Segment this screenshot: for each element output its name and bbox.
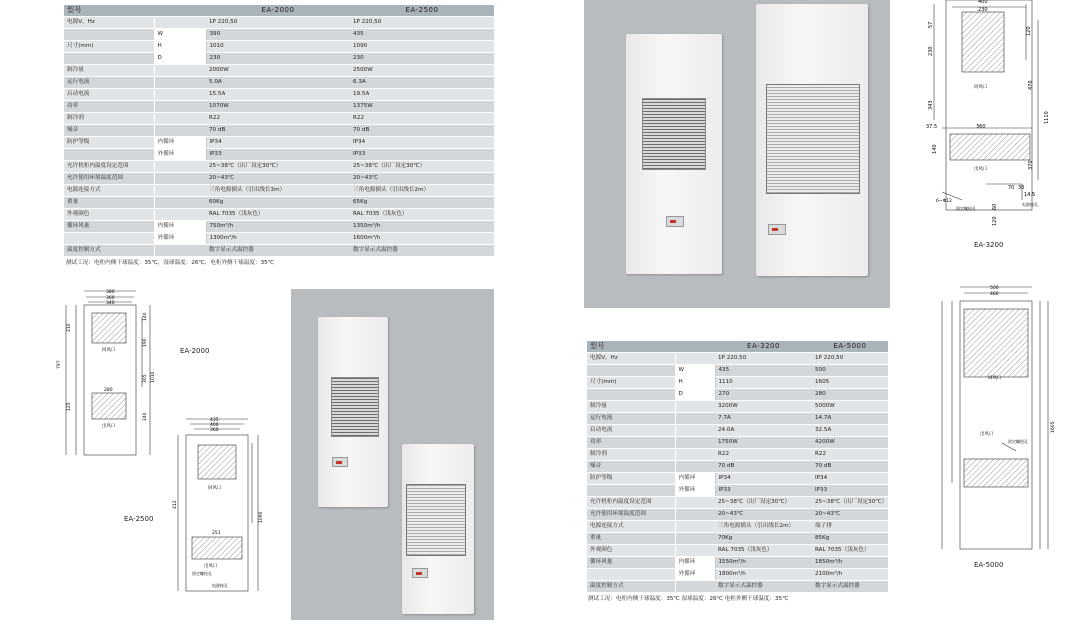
row-label: 温度控制方式 bbox=[587, 581, 675, 593]
value-cell: 70 dB bbox=[715, 461, 812, 473]
value-cell: 3200W bbox=[715, 401, 812, 413]
test-conditions-note: 测试工况：电柜内侧干球温度：35℃，湿球温度：26℃，电柜外侧干球温度：35℃ bbox=[66, 260, 275, 266]
row-label bbox=[64, 233, 154, 245]
value-cell: 24.0A bbox=[715, 425, 812, 437]
value-cell: 2000W bbox=[206, 65, 350, 77]
value-cell: 20~43℃ bbox=[350, 173, 494, 185]
value-cell: 20~43℃ bbox=[206, 173, 350, 185]
row-sublabel: W bbox=[675, 365, 715, 377]
row-sublabel bbox=[154, 209, 206, 221]
row-label: 电源连接方式 bbox=[587, 521, 675, 533]
table-row bbox=[64, 245, 494, 257]
row-sublabel: 内循环 bbox=[154, 137, 206, 149]
dim-label: 305 bbox=[143, 374, 148, 383]
table-row bbox=[64, 17, 494, 29]
table-row bbox=[587, 401, 888, 413]
row-sublabel: 外循环 bbox=[154, 233, 206, 245]
dimension-drawing-ea2500 bbox=[170, 413, 265, 603]
dim-label: 412 bbox=[173, 500, 178, 509]
row-label: 电源V，Hz bbox=[64, 17, 154, 29]
mount-hole-label: 固定螺栓孔 bbox=[1008, 439, 1028, 444]
table-row bbox=[587, 389, 888, 401]
row-label: 噪音 bbox=[64, 125, 154, 137]
dimension-drawing-ea5000 bbox=[932, 283, 1057, 553]
value-cell: 750m³/h bbox=[206, 221, 350, 233]
table-row bbox=[587, 353, 888, 365]
return-air-inlet-hatch bbox=[964, 309, 1028, 377]
dim-label: 460 bbox=[990, 292, 999, 297]
dim-label: 125 bbox=[67, 402, 72, 411]
spec-table-ea3200-ea5000 bbox=[587, 341, 888, 593]
table-row bbox=[64, 41, 494, 53]
drawing-label-ea3200: EA-3200 bbox=[974, 241, 1004, 249]
row-sublabel bbox=[154, 245, 206, 257]
value-cell: RAL 7035（浅灰色） bbox=[812, 545, 888, 557]
row-sublabel bbox=[154, 101, 206, 113]
cabinet-ac-unit bbox=[402, 444, 474, 614]
value-cell: 270 bbox=[715, 389, 812, 401]
table-row bbox=[64, 233, 494, 245]
table-row bbox=[64, 53, 494, 65]
header-cell: EA-2500 bbox=[350, 5, 494, 17]
table-row bbox=[587, 413, 888, 425]
row-label: 防护等级 bbox=[587, 473, 675, 485]
temperature-controller bbox=[666, 216, 684, 227]
return-air-inlet-hatch bbox=[962, 12, 1004, 72]
value-cell: 1350m³/h bbox=[350, 221, 494, 233]
row-sublabel bbox=[154, 65, 206, 77]
value-cell: 435 bbox=[715, 365, 812, 377]
value-cell: 25~38℃（出厂设定30℃） bbox=[715, 497, 812, 509]
value-cell: 5.0A bbox=[206, 77, 350, 89]
value-cell: IP34 bbox=[715, 473, 812, 485]
dim-label: 1090 bbox=[259, 511, 264, 523]
dim-label: 380 bbox=[106, 290, 115, 295]
dim-label: 14.5 bbox=[1024, 192, 1036, 198]
value-cell: 1605 bbox=[812, 377, 888, 389]
row-label: 制冷剂 bbox=[64, 113, 154, 125]
value-cell: 280 bbox=[812, 389, 888, 401]
dimension-drawing-ea3200 bbox=[922, 0, 1062, 232]
row-sublabel bbox=[154, 197, 206, 209]
dim-label: 1605 bbox=[1051, 421, 1056, 433]
value-cell: 500 bbox=[812, 365, 888, 377]
row-sublabel: W bbox=[154, 29, 206, 41]
value-cell: 70 dB bbox=[206, 125, 350, 137]
value-cell: 1600m³/h bbox=[350, 233, 494, 245]
outlet-label: 出风口 bbox=[974, 167, 988, 172]
value-cell: 1750W bbox=[715, 437, 812, 449]
value-cell: RAL 7035（浅灰色） bbox=[715, 545, 812, 557]
table-row bbox=[587, 545, 888, 557]
dim-label: 70 bbox=[1008, 185, 1015, 191]
row-label: 外观颜色 bbox=[587, 545, 675, 557]
value-cell: 14.7A bbox=[812, 413, 888, 425]
value-cell: 1090 bbox=[350, 41, 494, 53]
value-cell: 25~38℃（出厂设定30℃） bbox=[350, 161, 494, 173]
row-sublabel: H bbox=[675, 377, 715, 389]
row-label bbox=[64, 149, 154, 161]
dim-label: 30 bbox=[1018, 185, 1025, 191]
row-label: 允许机柜内温度设定范围 bbox=[64, 161, 154, 173]
table-row bbox=[64, 101, 494, 113]
value-cell: 三角电源插头（引出线长2m） bbox=[350, 185, 494, 197]
table-row bbox=[587, 449, 888, 461]
return-air-inlet-hatch bbox=[92, 313, 126, 343]
table-row bbox=[587, 461, 888, 473]
dim-label: 190 bbox=[143, 338, 148, 347]
table-row bbox=[587, 581, 888, 593]
inlet-label: 回风口 bbox=[102, 348, 116, 353]
value-cell: 230 bbox=[350, 53, 494, 65]
row-sublabel bbox=[675, 353, 715, 365]
power-hole-label: 电源接孔 bbox=[1022, 202, 1038, 207]
row-label: 启动电流 bbox=[587, 425, 675, 437]
row-label: 外观颜色 bbox=[64, 209, 154, 221]
cabinet-ac-unit bbox=[756, 4, 868, 276]
value-cell: 1P 220,50 bbox=[350, 17, 494, 29]
value-cell: RAL 7035（浅灰色） bbox=[350, 209, 494, 221]
outlet-label: 出风口 bbox=[204, 564, 218, 569]
dim-label: 470 bbox=[1028, 80, 1034, 90]
row-sublabel bbox=[675, 425, 715, 437]
row-label bbox=[587, 485, 675, 497]
value-cell: 数字显示式温控器 bbox=[206, 245, 350, 257]
row-sublabel: 内循环 bbox=[154, 221, 206, 233]
row-sublabel bbox=[675, 545, 715, 557]
header-cell: EA-5000 bbox=[812, 341, 888, 353]
value-cell: 2500W bbox=[350, 65, 494, 77]
table-header-row bbox=[64, 5, 494, 17]
row-label: 启动电流 bbox=[64, 89, 154, 101]
table-row bbox=[64, 29, 494, 41]
value-cell: IP34 bbox=[206, 137, 350, 149]
row-label bbox=[587, 389, 675, 401]
row-label: 允许使用环境温度范围 bbox=[587, 509, 675, 521]
dim-label: 435 bbox=[210, 418, 219, 423]
value-cell: 1070W bbox=[206, 101, 350, 113]
table-row bbox=[587, 473, 888, 485]
value-cell: 70Kg bbox=[715, 533, 812, 545]
value-cell: 230 bbox=[206, 53, 350, 65]
value-cell: 1300m³/h bbox=[206, 233, 350, 245]
value-cell: 1P 220,50 bbox=[812, 353, 888, 365]
value-cell: 7.7A bbox=[715, 413, 812, 425]
value-cell: R22 bbox=[715, 449, 812, 461]
air-outlet-hatch bbox=[964, 459, 1028, 487]
dim-label: 343 bbox=[928, 100, 934, 110]
row-label: 运行电流 bbox=[587, 413, 675, 425]
row-sublabel: 外循环 bbox=[675, 569, 715, 581]
value-cell: 4200W bbox=[812, 437, 888, 449]
temperature-controller bbox=[332, 457, 348, 467]
value-cell: IP33 bbox=[206, 149, 350, 161]
dim-label: 6~Φ12 bbox=[936, 199, 952, 204]
value-cell: 19.5A bbox=[350, 89, 494, 101]
value-cell: 三角电源插头（引出线长3m） bbox=[206, 185, 350, 197]
value-cell: 6.3A bbox=[350, 77, 494, 89]
table-row bbox=[64, 161, 494, 173]
row-sublabel bbox=[154, 125, 206, 137]
drawing-label-ea5000: EA-5000 bbox=[974, 561, 1004, 569]
row-sublabel bbox=[675, 581, 715, 593]
dim-label: 251 bbox=[212, 531, 221, 536]
row-sublabel bbox=[675, 413, 715, 425]
table-row bbox=[587, 425, 888, 437]
row-sublabel: 外循环 bbox=[154, 149, 206, 161]
table-row bbox=[64, 149, 494, 161]
value-cell: 32.5A bbox=[812, 425, 888, 437]
table-row bbox=[64, 125, 494, 137]
table-row bbox=[587, 485, 888, 497]
row-sublabel: H bbox=[154, 41, 206, 53]
table-row bbox=[64, 137, 494, 149]
row-label: 制冷量 bbox=[587, 401, 675, 413]
table-row bbox=[64, 89, 494, 101]
dim-label: 37.5 bbox=[926, 124, 938, 130]
table-row bbox=[587, 521, 888, 533]
value-cell: 1P 220,50 bbox=[206, 17, 350, 29]
row-label: 循环风量 bbox=[64, 221, 154, 233]
dimension-drawing-ea2000 bbox=[50, 287, 160, 462]
value-cell: 70 dB bbox=[812, 461, 888, 473]
mount-hole-label: 固定螺栓孔 bbox=[956, 206, 976, 211]
dim-label: 210 bbox=[67, 323, 72, 332]
value-cell: 1550m³/h bbox=[715, 557, 812, 569]
dim-label: 370 bbox=[1028, 160, 1034, 170]
vent-grille bbox=[766, 84, 860, 194]
row-sublabel bbox=[154, 161, 206, 173]
dim-label: 120 bbox=[1026, 26, 1032, 36]
row-sublabel bbox=[154, 77, 206, 89]
row-sublabel bbox=[154, 17, 206, 29]
table-row bbox=[64, 185, 494, 197]
table-row bbox=[587, 509, 888, 521]
dim-label: 140 bbox=[143, 312, 148, 321]
spec-table-ea2000-ea2500 bbox=[64, 5, 494, 257]
row-sublabel bbox=[675, 461, 715, 473]
row-label: 允许机柜内温度设定范围 bbox=[587, 497, 675, 509]
row-label: 防护等级 bbox=[64, 137, 154, 149]
dim-label: 230 bbox=[928, 46, 934, 56]
value-cell: 1010 bbox=[206, 41, 350, 53]
row-sublabel: D bbox=[154, 53, 206, 65]
table-row bbox=[64, 197, 494, 209]
dim-label: 360 bbox=[976, 124, 986, 130]
row-label: 允许使用环境温度范围 bbox=[64, 173, 154, 185]
row-label bbox=[64, 29, 154, 41]
temperature-controller bbox=[412, 568, 428, 578]
row-label: 功率 bbox=[587, 437, 675, 449]
table-row bbox=[64, 77, 494, 89]
header-cell: EA-3200 bbox=[715, 341, 812, 353]
temperature-controller bbox=[768, 224, 786, 235]
power-hole-label: 电源接孔 bbox=[212, 583, 228, 588]
row-label: 制冷量 bbox=[64, 65, 154, 77]
table-row bbox=[587, 557, 888, 569]
row-sublabel bbox=[154, 185, 206, 197]
row-sublabel bbox=[675, 533, 715, 545]
vent-grille bbox=[406, 484, 466, 556]
value-cell: 1800m³/h bbox=[715, 569, 812, 581]
air-outlet-hatch bbox=[950, 134, 1030, 160]
dim-label: 797 bbox=[57, 360, 62, 369]
cabinet-ac-unit bbox=[318, 317, 388, 507]
row-sublabel: 内循环 bbox=[675, 557, 715, 569]
row-label: 运行电流 bbox=[64, 77, 154, 89]
value-cell: 20~43℃ bbox=[715, 509, 812, 521]
value-cell: 数字显示式温控器 bbox=[350, 245, 494, 257]
dim-label: 240 bbox=[143, 412, 148, 421]
dim-label: 60 bbox=[992, 203, 998, 210]
value-cell: 15.5A bbox=[206, 89, 350, 101]
value-cell: 1P 220,50 bbox=[715, 353, 812, 365]
dim-label: 280 bbox=[104, 388, 113, 393]
value-cell: IP33 bbox=[715, 485, 812, 497]
row-sublabel: 外循环 bbox=[675, 485, 715, 497]
value-cell: 65Kg bbox=[350, 197, 494, 209]
product-photo-ea3200-ea5000 bbox=[584, 0, 890, 308]
value-cell: 70 dB bbox=[350, 125, 494, 137]
vent-grille bbox=[331, 377, 379, 437]
dim-label: 140 bbox=[932, 144, 938, 154]
table-row bbox=[64, 113, 494, 125]
table-row bbox=[587, 365, 888, 377]
value-cell: 25~38℃（出厂设定30℃） bbox=[206, 161, 350, 173]
row-sublabel bbox=[675, 449, 715, 461]
air-outlet-hatch bbox=[192, 537, 242, 559]
product-photo-ea2000-ea2500 bbox=[291, 289, 494, 620]
mount-hole-label: 固定螺栓孔 bbox=[192, 571, 212, 576]
header-cell: 型号 bbox=[64, 5, 206, 17]
row-label: 温度控制方式 bbox=[64, 245, 154, 257]
test-conditions-note: 测试工况：电柜内侧干球温度：35℃ 湿球温度：26℃ 电柜外侧干球温度：35℃ bbox=[588, 596, 789, 602]
value-cell: IP33 bbox=[812, 485, 888, 497]
row-sublabel bbox=[154, 113, 206, 125]
dim-label: 360 bbox=[210, 428, 219, 433]
row-label: 重量 bbox=[587, 533, 675, 545]
drawing-label-ea2000: EA-2000 bbox=[180, 347, 210, 355]
row-sublabel: 内循环 bbox=[675, 473, 715, 485]
row-label: 电源连接方式 bbox=[64, 185, 154, 197]
row-sublabel bbox=[675, 521, 715, 533]
value-cell: 60Kg bbox=[206, 197, 350, 209]
row-sublabel: D bbox=[675, 389, 715, 401]
row-label bbox=[587, 365, 675, 377]
row-label: 尺寸(mm) bbox=[64, 41, 154, 53]
table-header-row bbox=[587, 341, 888, 353]
table-row bbox=[64, 221, 494, 233]
row-label: 尺寸(mm) bbox=[587, 377, 675, 389]
table-row bbox=[587, 533, 888, 545]
table-row bbox=[587, 569, 888, 581]
row-sublabel bbox=[675, 509, 715, 521]
value-cell: 85Kg bbox=[812, 533, 888, 545]
value-cell: 数字显示式温控器 bbox=[715, 581, 812, 593]
inlet-label: 回风口 bbox=[208, 486, 222, 491]
value-cell: 25~38℃（出厂设定30℃） bbox=[812, 497, 888, 509]
table-row bbox=[64, 65, 494, 77]
value-cell: 20~43℃ bbox=[812, 509, 888, 521]
value-cell: 435 bbox=[350, 29, 494, 41]
cabinet-ac-unit bbox=[626, 34, 722, 274]
value-cell: 5000W bbox=[812, 401, 888, 413]
row-label: 电源V，Hz bbox=[587, 353, 675, 365]
row-sublabel bbox=[675, 437, 715, 449]
vent-grille bbox=[642, 98, 706, 170]
row-label: 循环风量 bbox=[587, 557, 675, 569]
dim-label: 1010 bbox=[151, 371, 156, 383]
drawing-label-ea2500: EA-2500 bbox=[124, 515, 154, 523]
dim-label: 400 bbox=[978, 0, 988, 5]
header-cell: 型号 bbox=[587, 341, 715, 353]
inlet-label: 回风口 bbox=[974, 85, 988, 90]
value-cell: 1375W bbox=[350, 101, 494, 113]
row-label: 制冷剂 bbox=[587, 449, 675, 461]
dim-label: 1110 bbox=[1044, 111, 1050, 124]
table-row bbox=[587, 497, 888, 509]
row-sublabel bbox=[675, 497, 715, 509]
value-cell: R22 bbox=[350, 113, 494, 125]
row-label: 噪音 bbox=[587, 461, 675, 473]
value-cell: 1850m³/h bbox=[812, 557, 888, 569]
value-cell: R22 bbox=[812, 449, 888, 461]
row-label: 功率 bbox=[64, 101, 154, 113]
row-sublabel bbox=[154, 89, 206, 101]
row-sublabel bbox=[675, 401, 715, 413]
value-cell: IP34 bbox=[350, 137, 494, 149]
value-cell: R22 bbox=[206, 113, 350, 125]
value-cell: 1110 bbox=[715, 377, 812, 389]
dim-label: 57 bbox=[928, 21, 934, 28]
row-label bbox=[64, 53, 154, 65]
outlet-label: 出风口 bbox=[980, 432, 994, 437]
value-cell: 390 bbox=[206, 29, 350, 41]
dim-label: 340 bbox=[106, 301, 115, 306]
dim-label: 360 bbox=[106, 296, 115, 301]
outlet-label: 出风口 bbox=[102, 424, 116, 429]
dim-label: 400 bbox=[210, 423, 219, 428]
table-row bbox=[64, 209, 494, 221]
value-cell: 端子排 bbox=[812, 521, 888, 533]
inlet-label: 回风口 bbox=[988, 376, 1002, 381]
value-cell: 数字显示式温控器 bbox=[812, 581, 888, 593]
value-cell: IP33 bbox=[350, 149, 494, 161]
air-outlet-hatch bbox=[92, 393, 126, 419]
value-cell: 三角电源插头（引出线长2m） bbox=[715, 521, 812, 533]
dim-label: 120 bbox=[992, 216, 998, 226]
row-sublabel bbox=[154, 173, 206, 185]
header-cell: EA-2000 bbox=[206, 5, 350, 17]
table-row bbox=[587, 377, 888, 389]
table-row bbox=[64, 173, 494, 185]
dim-label: 230 bbox=[978, 7, 988, 13]
row-label: 重量 bbox=[64, 197, 154, 209]
value-cell: RAL 7035（浅灰色） bbox=[206, 209, 350, 221]
return-air-inlet-hatch bbox=[198, 445, 236, 479]
value-cell: 2100m³/h bbox=[812, 569, 888, 581]
value-cell: IP34 bbox=[812, 473, 888, 485]
table-row bbox=[587, 437, 888, 449]
row-label bbox=[587, 569, 675, 581]
dim-label: 500 bbox=[990, 286, 999, 291]
